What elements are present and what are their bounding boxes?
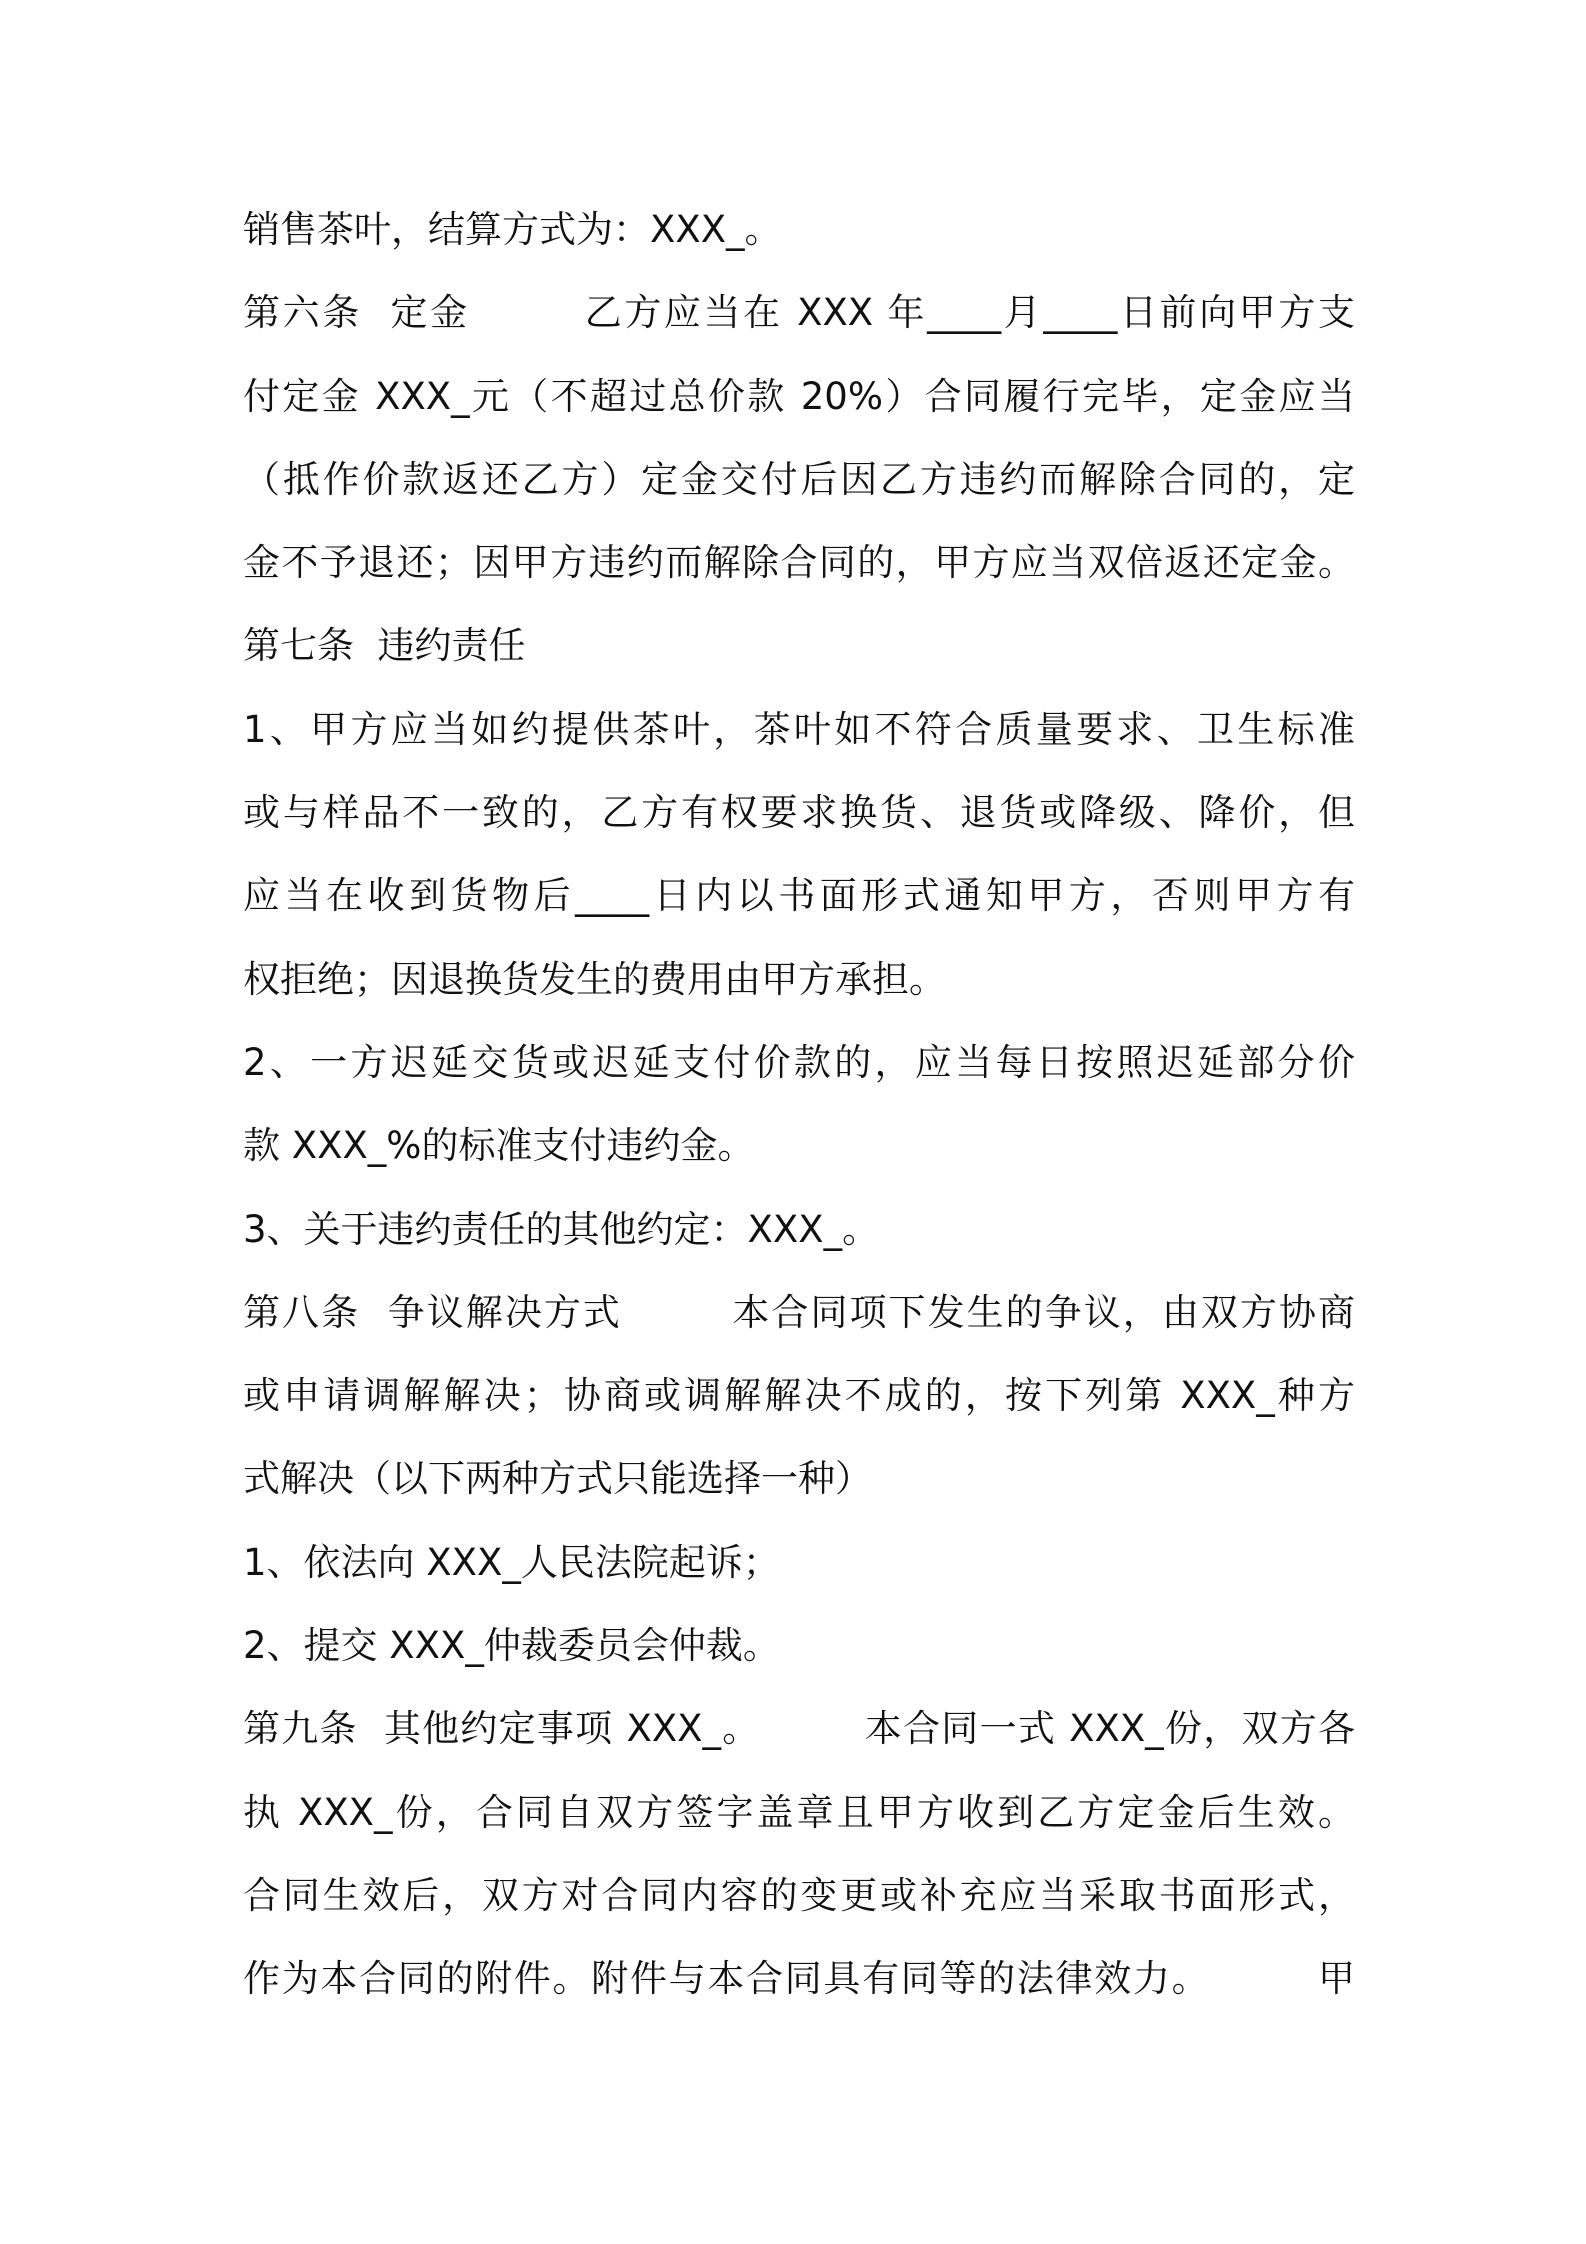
text-line-payment-method: 销售茶叶，结算方式为：XXX_。 (243, 208, 782, 251)
text-line: 付定金 XXX_元（不超过总价款 20%）合同履行完毕，定金应当 (243, 374, 1355, 418)
text-line: 或与样品不一致的，乙方有权要求换货、退货或降级、降价，但 (243, 791, 1355, 835)
text-line: 作为本合同的附件。附件与本合同具有同等的法律效力。 甲 (243, 1957, 1355, 2001)
text-line: 2、一方迟延交货或迟延支付价款的，应当每日按照迟延部分价 (243, 1040, 1355, 1084)
text-line: 或申请调解解决；协商或调解解决不成的，按下列第 XXX_种方 (243, 1374, 1355, 1418)
text-line: 2、提交 XXX_仲裁委员会仲裁。 (243, 1624, 780, 1668)
text-line-article-6-heading: 第六条 定金 乙方应当在 XXX 年____月____日前向甲方支 (243, 291, 1355, 335)
contract-body (243, 198, 1355, 2031)
text-line: 3、关于违约责任的其他约定：XXX_。 (243, 1207, 880, 1251)
text-line-article-8-heading: 第八条 争议解决方式 本合同项下发生的争议，由双方协商 (243, 1290, 1355, 1334)
text-line-article-7-heading: 第七条 违约责任 (243, 624, 526, 668)
text-line: 1、依法向 XXX_人民法院起诉； (243, 1540, 780, 1584)
text-line: 应当在收到货物后____日内以书面形式通知甲方，否则甲方有 (243, 874, 1355, 918)
text-line: 1、甲方应当如约提供茶叶，茶叶如不符合质量要求、卫生标准 (243, 707, 1355, 751)
text-line: 执 XXX_份，合同自双方签字盖章且甲方收到乙方定金后生效。 (243, 1790, 1355, 1834)
text-line: 式解决（以下两种方式只能选择一种） (243, 1457, 872, 1501)
text-line: 款 XXX_%的标准支付违约金。 (243, 1124, 755, 1168)
text-line: 金不予退还；因甲方违约而解除合同的，甲方应当双倍返还定金。 (243, 541, 1355, 585)
text-line: 权拒绝；因退换货发生的费用由甲方承担。 (243, 957, 946, 1001)
text-line: 合同生效后，双方对合同内容的变更或补充应当采取书面形式， (243, 1873, 1355, 1917)
text-line-article-9-heading: 第九条 其他约定事项 XXX_。 本合同一式 XXX_份，双方各 (243, 1707, 1355, 1751)
text-line: （抵作价款返还乙方）定金交付后因乙方违约而解除合同的，定 (243, 457, 1355, 501)
